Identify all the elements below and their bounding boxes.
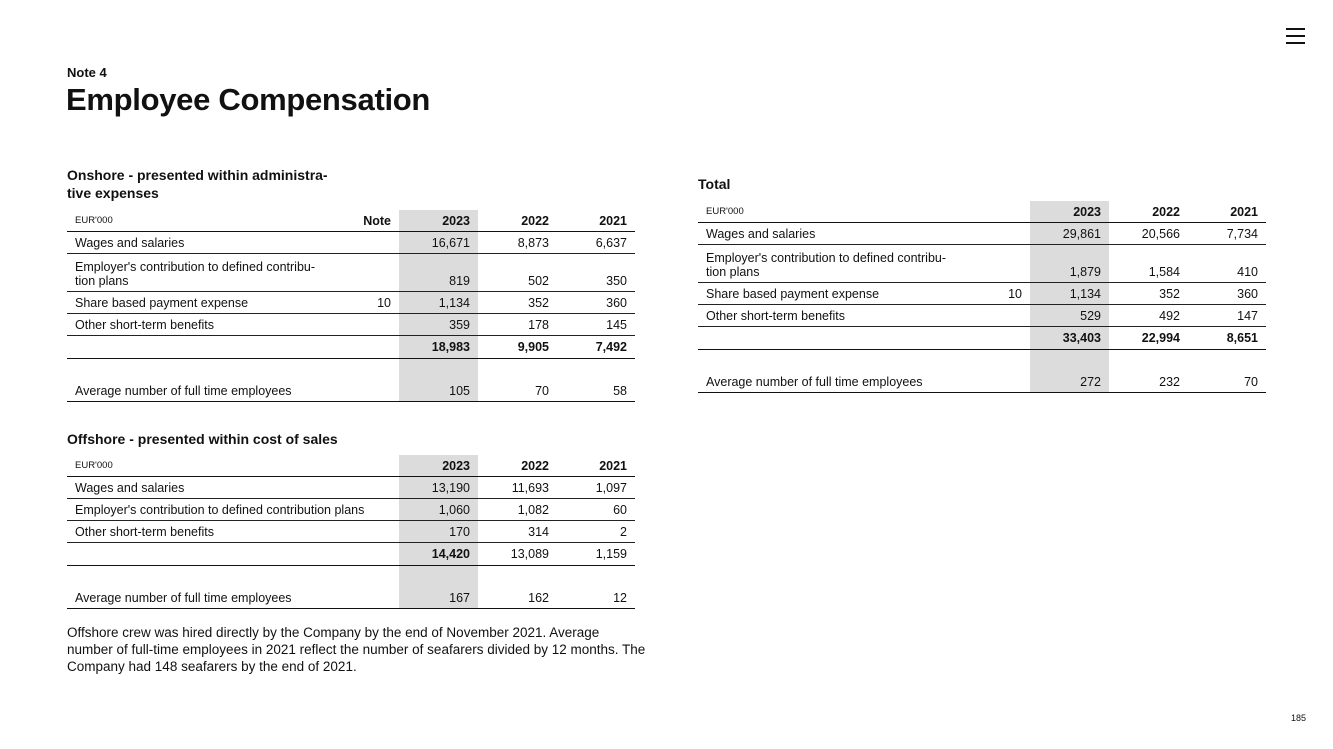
table-row [67,477,635,499]
total-value: 8,651 [1188,327,1266,350]
row-note [337,232,399,254]
note-label: Note 4 [67,65,107,80]
total-value: 14,420 [399,543,478,566]
row-label: Average number of full time employees [67,380,337,402]
table-row [698,223,1266,245]
cell-value: 360 [1188,283,1266,305]
cell-value: 105 [399,380,478,402]
cell-value: 8,873 [478,232,557,254]
cell-value: 359 [399,314,478,336]
table-row [698,283,1266,305]
cell-value: 1,097 [557,477,635,499]
total-table [698,201,1266,393]
cell-value: 20,566 [1109,223,1188,245]
average-row [67,380,635,402]
row-label: Wages and salaries [67,232,337,254]
cell-value: 6,637 [557,232,635,254]
cell-value: 529 [1030,305,1109,327]
cell-value: 29,861 [1030,223,1109,245]
cell-value: 1,060 [399,499,478,521]
total-value: 22,994 [1109,327,1188,350]
cell-value: 58 [557,380,635,402]
cell-value: 1,134 [1030,283,1109,305]
table-row [698,245,1266,283]
cell-value: 2 [557,521,635,543]
cell-value: 492 [1109,305,1188,327]
cell-value: 1,134 [399,292,478,314]
cell-value: 502 [478,254,557,292]
row-label: Wages and salaries [698,223,968,245]
cell-value: 70 [478,380,557,402]
cell-value: 167 [399,587,478,609]
offshore-table [67,455,635,609]
unit-label: EUR'000 [698,201,968,223]
row-note [337,314,399,336]
row-label: Employer's contribution to defined contribution plans [67,499,399,521]
page-title: Employee Compensation [66,82,431,117]
table-header-row [698,201,1266,223]
cell-value: 178 [478,314,557,336]
cell-value: 819 [399,254,478,292]
total-row [67,336,635,359]
total-title: Total [698,176,731,192]
spacer-row [67,359,635,381]
row-label [67,254,337,292]
cell-value: 1,879 [1030,245,1109,283]
cell-value: 145 [557,314,635,336]
page-number: 185 [1291,713,1307,723]
onshore-title-line-2: tive expenses [67,185,159,201]
total-value: 18,983 [399,336,478,359]
average-row [698,371,1266,393]
cell-value: 352 [1109,283,1188,305]
table-row [67,314,635,336]
year-header: 2022 [478,210,557,232]
year-header: 2022 [1109,201,1188,223]
total-value: 7,492 [557,336,635,359]
table-row [67,499,635,521]
row-note: 10 [337,292,399,314]
row-label: Share based payment expense [698,283,968,305]
row-note [968,305,1030,327]
cell-value: 147 [1188,305,1266,327]
table-row [67,292,635,314]
cell-value: 162 [478,587,557,609]
row-label-line-1: Employer's contribution to defined contribu- [75,260,316,274]
row-label [698,245,968,283]
average-row [67,587,635,609]
total-value: 33,403 [1030,327,1109,350]
row-label: Other short-term benefits [67,314,337,336]
year-header: 2023 [399,210,478,232]
spacer-row [67,566,635,588]
row-note [968,223,1030,245]
offshore-title: Offshore - presented within cost of sales [67,431,338,447]
cell-value: 272 [1030,371,1109,393]
onshore-title-line-1: Onshore - presented within administra- [67,167,328,183]
row-label: Wages and salaries [67,477,399,499]
row-label: Average number of full time employees [67,587,399,609]
year-header: 2023 [399,455,478,477]
spacer-row [698,350,1266,372]
onshore-table [67,210,635,402]
cell-value: 1,082 [478,499,557,521]
cell-value: 170 [399,521,478,543]
cell-value: 7,734 [1188,223,1266,245]
cell-value: 350 [557,254,635,292]
year-header: 2021 [1188,201,1266,223]
cell-value: 11,693 [478,477,557,499]
note-column-header: Note [337,210,399,232]
row-label: Average number of full time employees [698,371,968,393]
cell-value: 232 [1109,371,1188,393]
cell-value: 60 [557,499,635,521]
table-row [67,232,635,254]
year-header: 2023 [1030,201,1109,223]
row-note [337,254,399,292]
total-row [67,543,635,566]
cell-value: 352 [478,292,557,314]
unit-label: EUR'000 [67,455,399,477]
cell-value: 314 [478,521,557,543]
unit-label: EUR'000 [67,210,337,232]
cell-value: 70 [1188,371,1266,393]
cell-value: 360 [557,292,635,314]
cell-value: 1,584 [1109,245,1188,283]
year-header: 2022 [478,455,557,477]
total-row [698,327,1266,350]
cell-value: 13,190 [399,477,478,499]
year-header: 2021 [557,455,635,477]
total-value: 1,159 [557,543,635,566]
total-value: 13,089 [478,543,557,566]
year-header: 2021 [557,210,635,232]
row-label-line-1: Employer's contribution to defined contribu- [706,251,947,265]
cell-value: 16,671 [399,232,478,254]
row-label: Other short-term benefits [67,521,399,543]
row-label-line-2: tion plans [706,265,760,279]
total-value: 9,905 [478,336,557,359]
row-label: Share based payment expense [67,292,337,314]
table-header-row [67,210,635,232]
row-label-line-2: tion plans [75,274,129,288]
table-row [67,254,635,292]
row-label: Other short-term benefits [698,305,968,327]
row-note: 10 [968,283,1030,305]
table-header-row [67,455,635,477]
cell-value: 12 [557,587,635,609]
table-row [67,521,635,543]
menu-icon[interactable] [1286,27,1305,45]
row-note [968,245,1030,283]
table-row [698,305,1266,327]
cell-value: 410 [1188,245,1266,283]
onshore-title [67,166,347,202]
footnote: Offshore crew was hired directly by the Company by the end of November 2021. Average number of full-time employees in 2021 reflect the number of seafarers divided by 12 months. The Company had 148 seafarers by the end of 2021. [67,625,646,674]
